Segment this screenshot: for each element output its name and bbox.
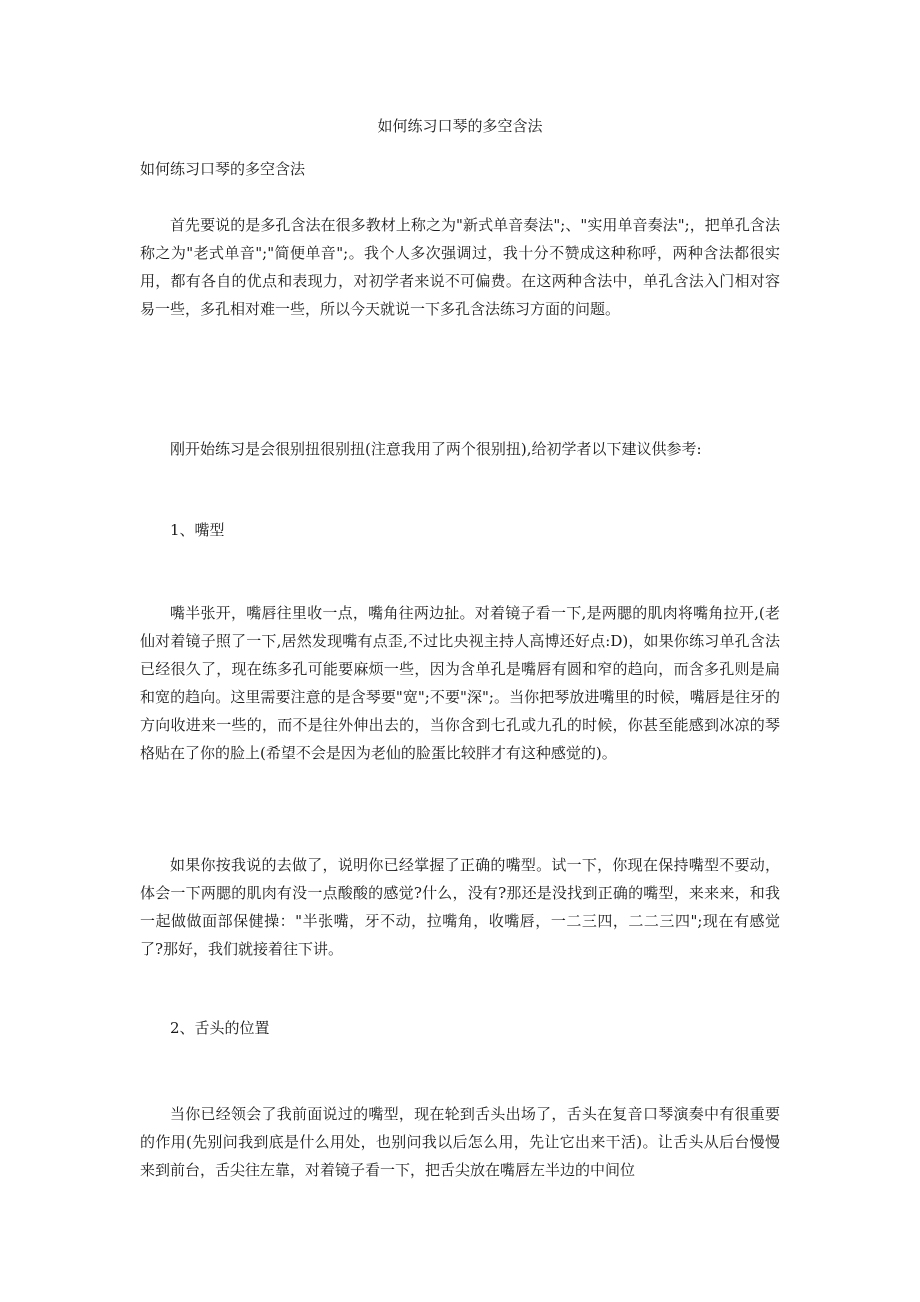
paragraph-mouth-shape: 嘴半张开，嘴唇往里收一点，嘴角往两边扯。对着镜子看一下,是两腮的肌肉将嘴角拉开,(老仙对着镜子照了一下,居然发现嘴有点歪,不过比央视主持人高博还好点:D)，如果你练习单孔含法已经很久了，现在练多孔可能要麻烦一些，因为含单孔是嘴唇有圆和窄的趋向，而含多孔则是扁和宽的趋向。这里需要注意的是含琴要"宽";不要"深";。当你把琴放进嘴里的时候，嘴唇是往牙的方向收进来一些的，而不是往外伸出去的，当你含到七孔或九孔的时候，你甚至能感到冰凉的琴格贴在了你的脸上(希望不会是因为老仙的脸蛋比较胖才有这种感觉的)。 bbox=[140, 604, 780, 762]
section-heading-mouth-shape: 1、嘴型 bbox=[170, 521, 225, 539]
document-subtitle: 如何练习口琴的多空含法 bbox=[140, 160, 306, 178]
section-heading-tongue-position: 2、舌头的位置 bbox=[170, 1019, 270, 1037]
paragraph-advice: 刚开始练习是会很别扭很别扭(注意我用了两个很别扭),给初学者以下建议供参考: bbox=[170, 440, 702, 458]
paragraph-tongue-position: 当你已经领会了我前面说过的嘴型，现在轮到舌头出场了，舌头在复音口琴演奏中有很重要的作用(先别问我到底是什么用处，也别问我以后怎么用，先让它出来干活)。让舌头从后台慢慢来到前台，舌尖往左靠，对着镜子看一下，把舌尖放在嘴唇左半边的中间位 bbox=[140, 1105, 780, 1179]
paragraph-intro: 首先要说的是多孔含法在很多教材上称之为"新式单音奏法";、"实用单音奏法";，把单孔含法称之为"老式单音";"简便单音";。我个人多次强调过，我十分不赞成这种称呼，两种含法都很实用，都有各自的优点和表现力，对初学者来说不可偏费。在这两种含法中，单孔含法入门相对容易一些，多孔相对难一些，所以今天就说一下多孔含法练习方面的问题。 bbox=[140, 216, 780, 318]
paragraph-mouth-exercise: 如果你按我说的去做了，说明你已经掌握了正确的嘴型。试一下，你现在保持嘴型不要动，体会一下两腮的肌肉有没一点酸酸的感觉?什么，没有?那还是没找到正确的嘴型，来来来，和我一起做做面部保健操："半张嘴，牙不动，拉嘴角，收嘴唇，一二三四，二二三四";现在有感觉了?那好，我们就接着往下讲。 bbox=[140, 856, 780, 958]
document-title: 如何练习口琴的多空含法 bbox=[377, 117, 543, 135]
